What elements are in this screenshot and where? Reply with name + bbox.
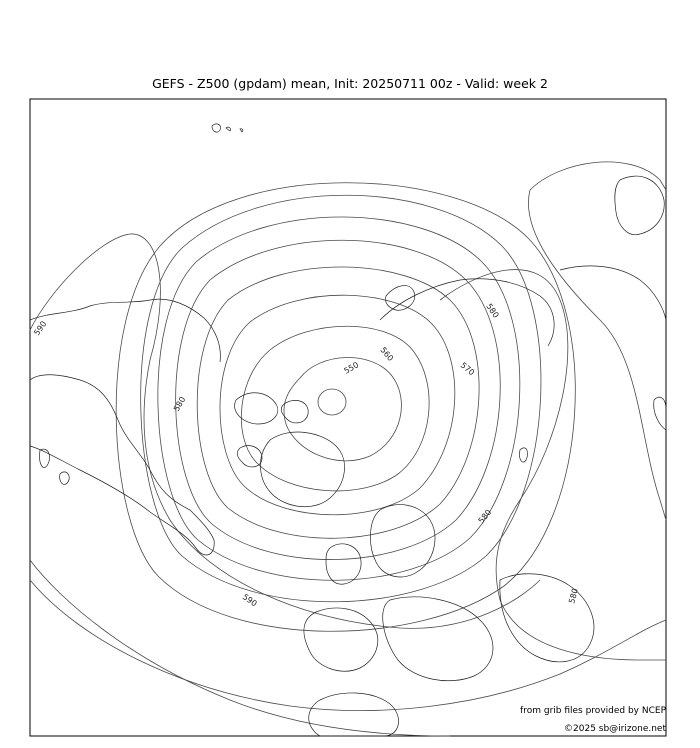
contour-label: 570 xyxy=(458,360,477,378)
contour-560 xyxy=(220,295,455,515)
contour-582 xyxy=(116,183,575,632)
coast-north-america xyxy=(30,375,214,555)
coastlines xyxy=(30,124,666,736)
contour-label: 550 xyxy=(342,360,361,376)
coast-greenland xyxy=(260,432,344,507)
contour-labels xyxy=(32,302,580,608)
contour-label: 590 xyxy=(240,592,259,609)
contour-label: 580 xyxy=(484,301,501,320)
contour-590-west xyxy=(30,234,540,628)
contour-label: 580 xyxy=(476,507,494,526)
contour-565 xyxy=(197,267,479,538)
map-title: GEFS - Z500 (gpdam) mean, Init: 20250711 00z - Valid: week 2 xyxy=(152,76,548,91)
coast-middle-east xyxy=(500,574,594,662)
coast-europe-mainland xyxy=(383,597,493,681)
data-source-credit: from grib files provided by NCEP xyxy=(520,706,666,716)
geopotential-contours xyxy=(30,162,666,736)
contour-575 xyxy=(158,217,520,580)
coast-siberia xyxy=(380,279,554,346)
copyright-credit: ©2025 sb@irizone.net xyxy=(564,724,666,734)
coast-islands-pacific xyxy=(40,449,70,484)
contour-540-center xyxy=(318,389,346,415)
contour-label: 580 xyxy=(567,587,580,605)
contour-580-inner xyxy=(141,195,541,602)
coast-iberia xyxy=(304,608,378,671)
contour-570 xyxy=(176,240,501,559)
coast-islands-top xyxy=(212,124,243,132)
coast-uk xyxy=(326,544,361,584)
coast-africa-north xyxy=(309,693,399,736)
coast-east-asia xyxy=(560,266,666,320)
contour-label: 560 xyxy=(378,345,396,363)
contour-550 xyxy=(284,357,401,460)
contour-label: 590 xyxy=(32,319,49,338)
coast-japan xyxy=(615,176,664,235)
coast-east-edge xyxy=(654,397,666,430)
coast-archipelago-3 xyxy=(237,446,262,467)
plot-frame xyxy=(30,99,666,736)
coast-island-east xyxy=(519,448,527,462)
contour-590-east xyxy=(528,162,666,520)
contour-label: 580 xyxy=(171,395,188,413)
contour-580-east xyxy=(440,270,666,660)
